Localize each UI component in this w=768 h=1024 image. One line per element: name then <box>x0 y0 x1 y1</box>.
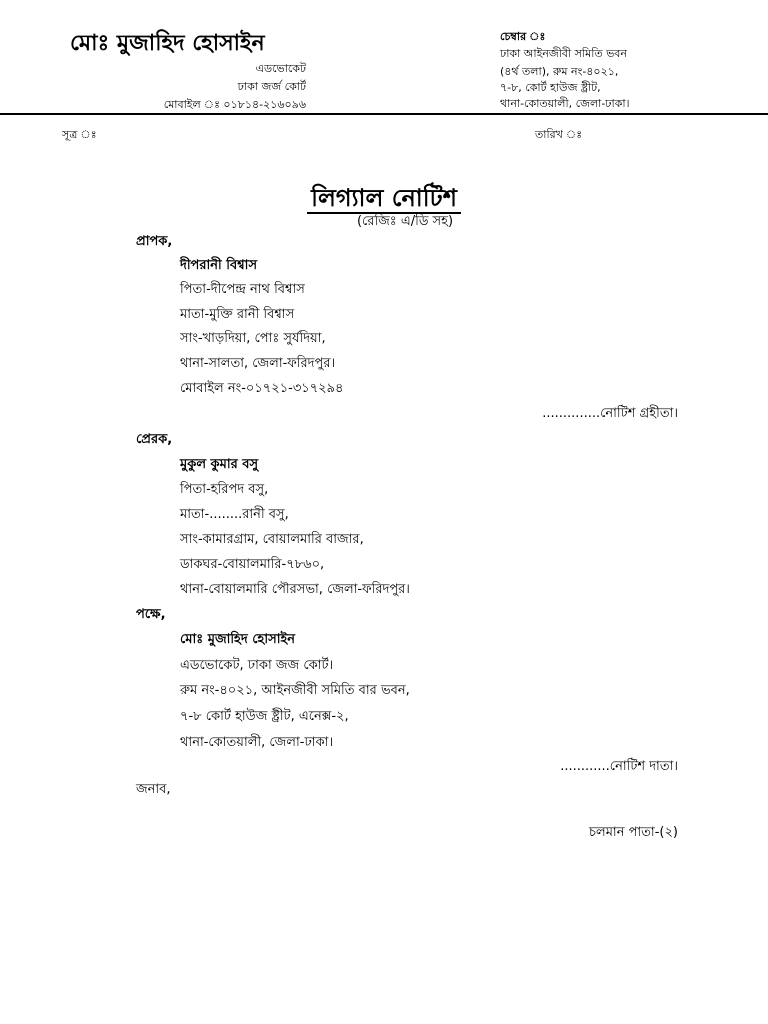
behalf-label: পক্ষে, <box>136 607 166 622</box>
date-label: তারিখ ঃ <box>535 128 583 141</box>
continued-page-note: চলমান পাতা-(২) <box>589 825 678 840</box>
chamber-label: চেম্বার ঃ <box>500 30 546 43</box>
behalf-line: এডভোকেট, ঢাকা জজ কোর্ট। <box>180 658 334 673</box>
advocate-designation: এডভোকেট <box>255 62 306 75</box>
recipient-role: ..............নোটিশ গ্রহীতা। <box>542 406 678 421</box>
recipient-line: পিতা-দীপেন্দ্র নাথ বিশ্বাস <box>180 282 305 297</box>
notice-subtitle: (রেজিঃ এ/ডি সহ) <box>356 214 454 229</box>
behalf-line: ৭-৮ কোর্ট হাউজ ষ্ট্রীট, এনেক্স-২, <box>180 709 349 724</box>
behalf-role: ............নোটিশ দাতা। <box>560 759 678 774</box>
behalf-line: রুম নং-৪০২১, আইনজীবী সমিতি বার ভবন, <box>180 683 410 698</box>
chamber-line: ৭-৮, কোর্ট হাউজ ষ্ট্রীট, <box>500 81 601 94</box>
sender-label: প্রেরক, <box>136 432 173 447</box>
behalf-line: থানা-কোতয়ালী, জেলা-ঢাকা। <box>180 735 334 750</box>
advocate-mobile: মোবাইল ঃ ০১৮১৪-২১৬০৯৬ <box>163 98 306 111</box>
recipient-line: মোবাইল নং-০১৭২১-৩১৭২৯৪ <box>180 381 344 396</box>
salutation: জনাব, <box>136 782 171 797</box>
behalf-name: মোঃ মুজাহিদ হোসাইন <box>180 632 295 647</box>
reference-label: সূত্র ঃ <box>62 128 97 141</box>
notice-title: লিগ্যাল নোটিশ <box>0 180 768 220</box>
header-divider <box>0 113 768 115</box>
chamber-line: থানা-কোতয়ালী, জেলা-ঢাকা। <box>500 97 630 110</box>
recipient-line: সাং-খাড়দিয়া, পোঃ সুর্যদিয়া, <box>180 331 326 346</box>
chamber-line: ঢাকা আইনজীবী সমিতি ভবন <box>500 47 627 60</box>
advocate-name: মোঃ মুজাহিদ হোসাইন <box>70 31 265 56</box>
advocate-court: ঢাকা জর্জ কোর্ট <box>237 80 306 93</box>
sender-name: মুকুল কুমার বসু <box>180 457 259 472</box>
sender-line: ডাকঘর-বোয়ালমারি-৭৮৬০, <box>180 557 325 572</box>
recipient-line: মাতা-মুক্তি রানী বিশ্বাস <box>180 307 295 322</box>
sender-line: সাং-কামারগ্রাম, বোয়ালমারি বাজার, <box>180 532 364 547</box>
sender-line: মাতা-........রানী বসু, <box>180 507 289 522</box>
recipient-label: প্রাপক, <box>136 234 173 249</box>
sender-line: পিতা-হরিপদ বসু, <box>180 482 269 497</box>
chamber-line: (৪র্থ তলা), রুম নং-৪০২১, <box>500 65 619 78</box>
recipient-name: দীপরানী বিশ্বাস <box>180 258 258 273</box>
sender-line: থানা-বোয়ালমারি পৌরসভা, জেলা-ফরিদপুর। <box>180 582 410 597</box>
recipient-line: থানা-সালতা, জেলা-ফরিদপুর। <box>180 356 336 371</box>
